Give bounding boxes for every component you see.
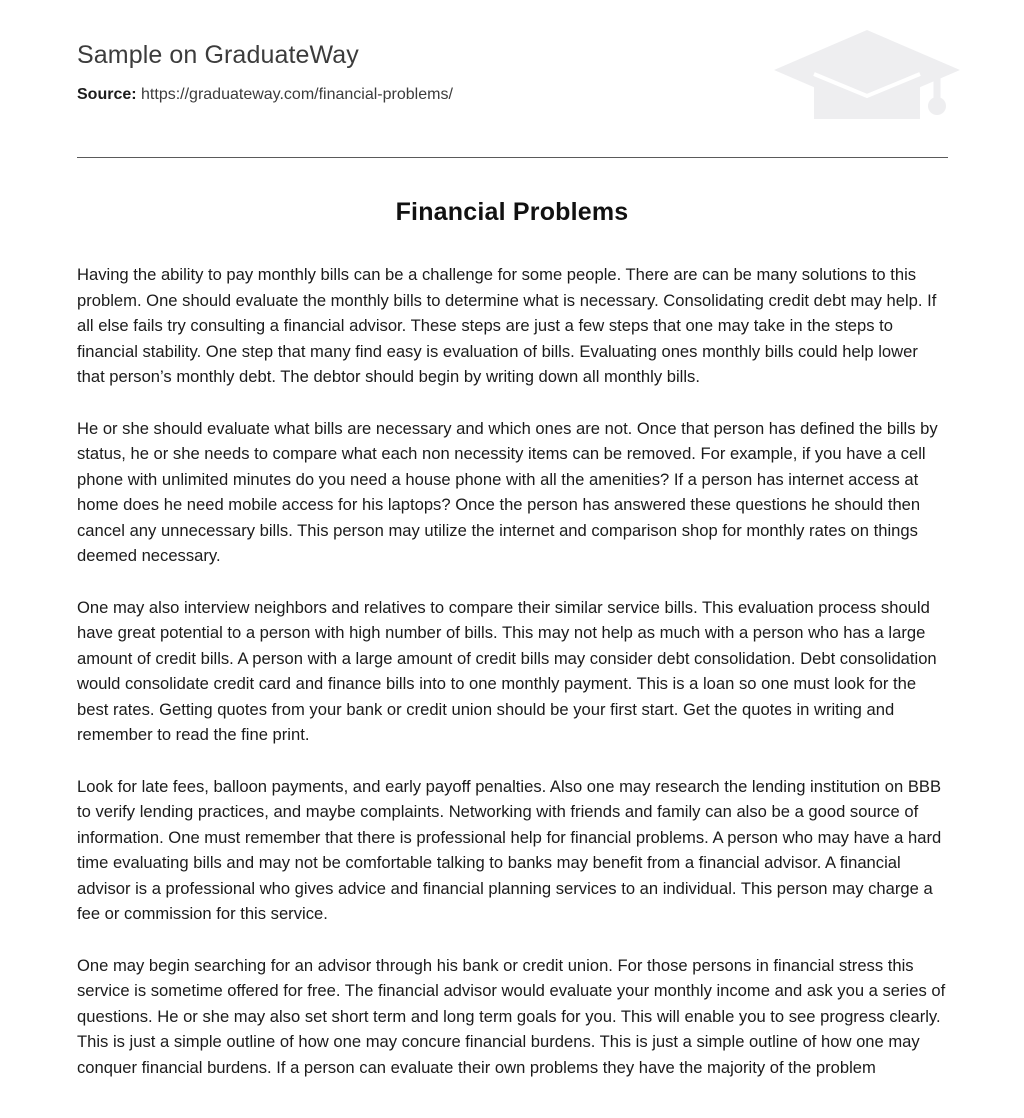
source-label: Source: [77,86,137,104]
source-url: https://graduateway.com/financial-problems/ [141,86,453,104]
graduation-cap-icon [772,22,962,127]
page-title: Financial Problems [395,198,629,226]
body-paragraph: Look for late fees, balloon payments, and early payoff penalties. Also one may research the lending institution on BBB to verify lending practices, and maybe complaints. Networking with friends and family can also be a good source of information. One must remember that there is professional help for financial problems. A person who may have a hard time evaluating bills and may not be comfortable talking to banks may benefit from a financial advisor. A financial advisor is a professional who gives advice and financial planning services to an individual. This person may charge a fee or commission for this service. [77,776,942,923]
document-body [77,262,948,1080]
body-paragraph: Having the ability to pay monthly bills can be a challenge for some people. There are can be many solutions to this problem. One should evaluate the monthly bills to determine what is necessary. Consolidating credit debt may help. If all else fails try consulting a financial advisor. These steps are just a few steps that one may take in the steps to financial stability. One step that many find easy is evaluation of bills. Evaluating ones monthly bills could help lower that person’s monthly debt. The debtor should begin by writing down all monthly bills. [77,265,937,386]
brand-title: Sample on GraduateWay [77,41,359,69]
header-divider [77,157,948,158]
body-paragraph: He or she should evaluate what bills are necessary and which ones are not. Once that person has defined the bills by status, he or she needs to compare what each non necessity items can be removed. For example, if you have a cell phone with unlimited minutes do you need a house phone with all the amenities? If a person has internet access at home does he need mobile access for his laptops? Once the person has answered these questions he should then cancel any unnecessary bills. This person may utilize the internet and comparison shop for monthly rates on things deemed necessary. [77,418,938,565]
body-paragraph: One may begin searching for an advisor through his bank or credit union. For those persons in financial stress this service is sometime offered for free. The financial advisor would evaluate your monthly income and ask you a series of questions. He or she may also set short term and long term goals for you. This will enable you to see progress clearly. This is just a simple outline of how one may concure financial burdens. This is just a simple outline of how one may conquer financial burdens. If a person can evaluate their own problems they have the majority of the problem [77,955,946,1077]
body-paragraph: One may also interview neighbors and relatives to compare their similar service bills. This evaluation process should have great potential to a person with high number of bills. This may not help as much with a person who has a large amount of credit bills. A person with a large amount of credit bills may consider debt consolidation. Debt consolidation would consolidate credit card and finance bills into to one monthly payment. This is a loan so one must look for the best rates. Getting quotes from your bank or credit union should be your first start. Get the quotes in writing and remember to read the fine print. [77,597,937,744]
